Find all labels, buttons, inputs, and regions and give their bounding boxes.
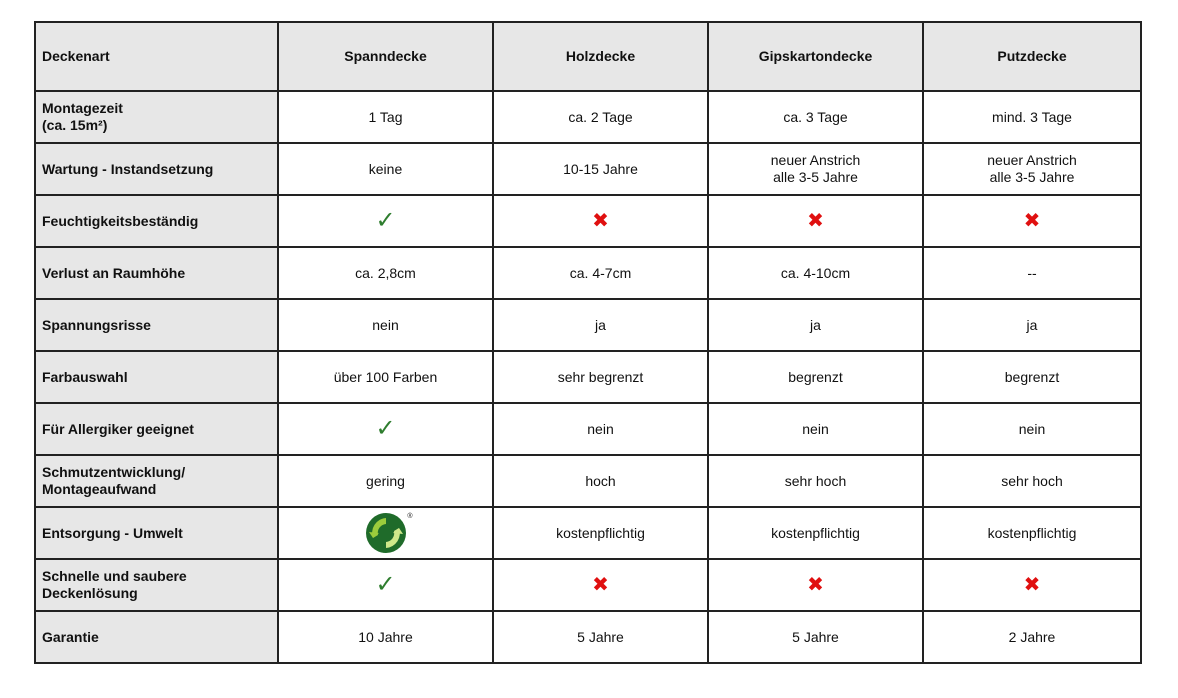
table-cell (278, 403, 493, 455)
row-label (35, 143, 278, 195)
cell-text: sehr hoch (1001, 472, 1063, 489)
table-cell (493, 351, 708, 403)
row-label-text: Montagezeit (ca. 15m²) (42, 100, 123, 133)
table-cell (493, 195, 708, 247)
header-spanndecke: Spanndecke (278, 22, 493, 91)
header-putzdecke: Putzdecke (923, 22, 1141, 91)
table-row (35, 403, 1141, 455)
cell-text: nein (587, 420, 614, 437)
row-label-text: Verlust an Raumhöhe (42, 264, 186, 281)
cell-text: nein (1018, 420, 1046, 437)
table-cell (493, 455, 708, 507)
table-cell (278, 143, 493, 195)
cell-text: kostenpflichtig (556, 524, 645, 541)
cell-text: hoch (585, 472, 616, 489)
table-cell (708, 299, 923, 351)
table-cell (708, 611, 923, 663)
table-cell (923, 195, 1141, 247)
table-row (35, 299, 1141, 351)
cross-icon: ✖ (1023, 574, 1041, 596)
table-row (35, 91, 1141, 143)
table-cell (708, 559, 923, 611)
cell-text: sehr hoch (784, 472, 847, 489)
cross-icon: ✖ (807, 574, 824, 596)
table-cell (708, 247, 923, 299)
cell-text: über 100 Farben (333, 368, 438, 385)
table-row (35, 611, 1141, 663)
table-cell (278, 507, 493, 559)
table-cell (493, 143, 708, 195)
row-label (35, 195, 278, 247)
table-row (35, 195, 1141, 247)
cell-text: ja (810, 316, 821, 333)
cross-icon: ✖ (1023, 210, 1041, 232)
cell-text: gering (366, 472, 405, 489)
table-cell (278, 91, 493, 143)
table-cell (923, 403, 1141, 455)
table-cell (708, 351, 923, 403)
cell-text: 5 Jahre (792, 628, 839, 645)
table-cell (708, 195, 923, 247)
cell-text: ja (595, 316, 606, 333)
table-cell (923, 247, 1141, 299)
table-cell (708, 403, 923, 455)
cell-text: kostenpflichtig (987, 524, 1077, 541)
table-row (35, 559, 1141, 611)
row-label-text: Spannungsrisse (42, 316, 151, 333)
table-row (35, 247, 1141, 299)
cell-text: 10 Jahre (358, 628, 413, 645)
table-cell (923, 143, 1141, 195)
check-icon: ✓ (375, 415, 396, 442)
cell-text: sehr begrenzt (557, 368, 644, 385)
row-label (35, 559, 278, 611)
cell-text: mind. 3 Tage (992, 108, 1072, 125)
ceiling-comparison-table (34, 21, 1142, 664)
header-row (35, 22, 1141, 91)
cell-text: neuer Anstrich alle 3-5 Jahre (987, 152, 1077, 185)
cell-text: keine (368, 160, 403, 177)
cell-text: nein (372, 316, 399, 333)
cell-text: 1 Tag (368, 108, 403, 125)
table-cell (923, 611, 1141, 663)
cell-text: ca. 4-10cm (780, 264, 851, 281)
row-label (35, 351, 278, 403)
table-cell (708, 455, 923, 507)
cross-icon: ✖ (807, 210, 824, 232)
row-label-text: Feuchtigkeitsbeständig (42, 212, 199, 229)
table-cell (708, 91, 923, 143)
table-row (35, 351, 1141, 403)
table-cell (493, 559, 708, 611)
cell-text: neuer Anstrich alle 3-5 Jahre (770, 152, 861, 185)
table-cell (493, 611, 708, 663)
table-cell (493, 247, 708, 299)
table-row (35, 143, 1141, 195)
row-label-text: Schmutzentwicklung/ Montageaufwand (42, 464, 186, 497)
cell-text: kostenpflichtig (771, 524, 860, 541)
table-row (35, 455, 1141, 507)
table-cell (923, 351, 1141, 403)
table-cell (278, 559, 493, 611)
table-cell (278, 351, 493, 403)
cell-text: begrenzt (788, 368, 843, 385)
row-label-text: Wartung - Instandsetzung (42, 160, 214, 177)
cell-text: ca. 2 Tage (568, 108, 633, 125)
header-gipskartondecke: Gipskartondecke (708, 22, 923, 91)
table-row (35, 507, 1141, 559)
table-cell (493, 403, 708, 455)
table-cell (278, 247, 493, 299)
cell-text: -- (1027, 264, 1037, 281)
cell-text: ca. 4-7cm (569, 264, 632, 281)
table-cell (278, 611, 493, 663)
cross-icon: ✖ (592, 210, 609, 232)
check-icon: ✓ (375, 207, 396, 234)
header-holzdecke: Holzdecke (493, 22, 708, 91)
row-label (35, 403, 278, 455)
cell-text: 2 Jahre (1008, 628, 1056, 645)
cell-text: ca. 3 Tage (783, 108, 848, 125)
cell-text: nein (802, 420, 829, 437)
comparison-table-container (34, 21, 1142, 664)
row-label-text: Schnelle und saubere Deckenlösung (42, 568, 187, 601)
table-cell (923, 91, 1141, 143)
cell-text: begrenzt (1004, 368, 1060, 385)
row-label (35, 455, 278, 507)
row-label (35, 507, 278, 559)
row-label-text: Für Allergiker geeignet (42, 420, 194, 437)
table-cell (923, 455, 1141, 507)
row-label (35, 611, 278, 663)
recycling-logo-icon: ® (365, 512, 407, 554)
row-label (35, 247, 278, 299)
cell-text: ja (1026, 316, 1038, 333)
table-cell (708, 507, 923, 559)
row-label-text: Garantie (42, 628, 99, 645)
row-label-text: Entsorgung - Umwelt (42, 524, 183, 541)
table-cell (278, 195, 493, 247)
row-label (35, 91, 278, 143)
check-icon: ✓ (375, 571, 396, 598)
header-deckenart: Deckenart (35, 22, 278, 91)
row-label-text: Farbauswahl (42, 368, 128, 385)
cross-icon: ✖ (592, 574, 609, 596)
table-cell (708, 143, 923, 195)
cell-text: 5 Jahre (577, 628, 624, 645)
table-cell (493, 91, 708, 143)
table-cell (923, 299, 1141, 351)
table-cell (493, 507, 708, 559)
cell-text: ca. 2,8cm (355, 264, 416, 281)
table-cell (493, 299, 708, 351)
row-label (35, 299, 278, 351)
cell-text: 10-15 Jahre (563, 160, 638, 177)
table-cell (923, 559, 1141, 611)
table-cell (923, 507, 1141, 559)
table-cell (278, 455, 493, 507)
table-cell (278, 299, 493, 351)
